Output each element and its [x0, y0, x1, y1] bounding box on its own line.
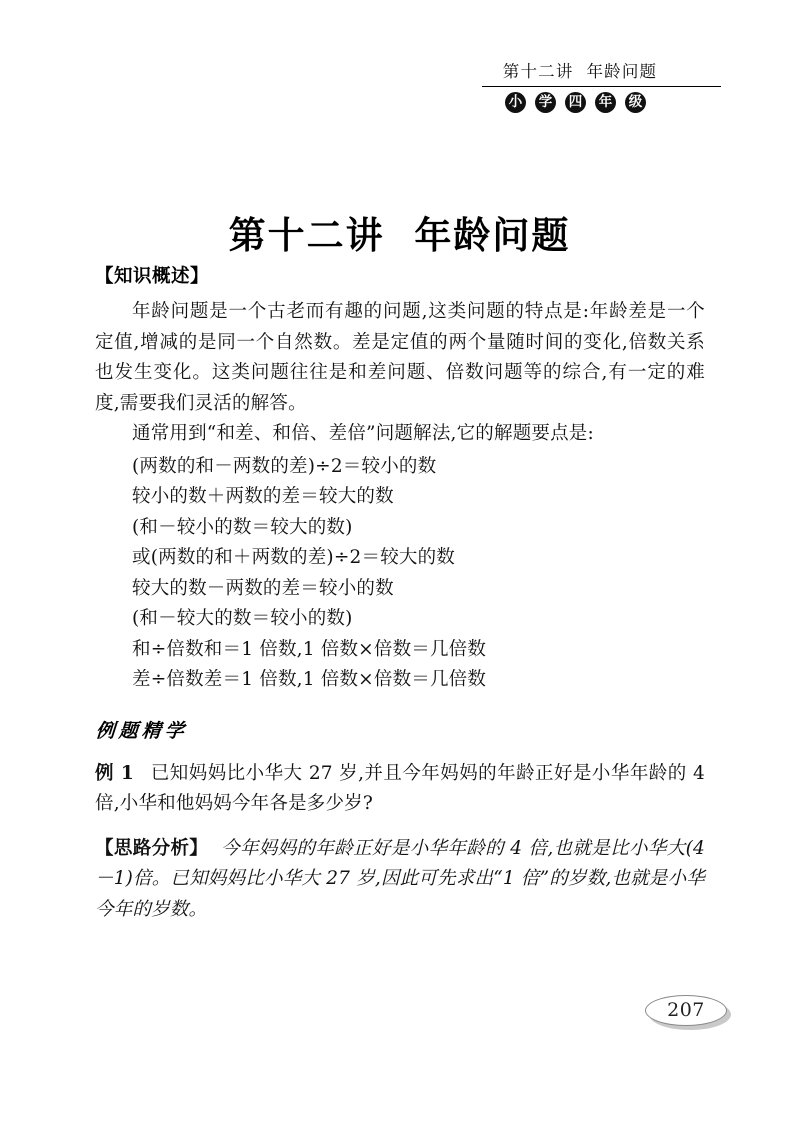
formula-list	[95, 452, 705, 696]
knowledge-section-heading: 【知识概述】	[95, 266, 210, 287]
grade-level-badges	[430, 92, 721, 113]
analysis-paragraph	[95, 834, 705, 926]
grade-badge-1: 小	[505, 92, 526, 113]
example-block	[95, 759, 705, 820]
example-body-text: 已知妈妈比小华大 27 岁,并且今年妈妈的年龄正好是小华年龄的 4 倍,小华和他妈妈今年各是多少岁?	[95, 762, 705, 814]
formula-line: 较小的数＋两数的差＝较大的数	[132, 486, 394, 507]
formula-line: (和－较大的数＝较小的数)	[132, 608, 353, 629]
analysis-body-text: 今年妈妈的年龄正好是小华年龄的 4 倍,也就是比小华大(4－1)倍。已知妈妈比小华大 27 岁,因此可先求出“1 倍”的岁数,也就是小华今年的岁数。	[95, 837, 706, 920]
grade-badge-2: 学	[535, 92, 556, 113]
formula-line: 或(两数的和＋两数的差)÷2＝较大的数	[132, 547, 456, 568]
formula-line: (两数的和－两数的差)÷2＝较小的数	[132, 455, 437, 477]
running-header-title: 第十二讲 年龄问题	[502, 62, 658, 81]
page-content	[95, 262, 705, 925]
header-divider	[482, 86, 721, 87]
page-number-folio	[645, 995, 731, 1030]
formula-line: 较大的数－两数的差＝较小的数	[132, 577, 394, 599]
analysis-block	[95, 834, 705, 926]
formula-line: (和－较小的数＝较大的数)	[132, 516, 353, 538]
grade-badge-3: 四	[565, 92, 586, 113]
analysis-label: 【思路分析】	[95, 837, 209, 859]
grade-badge-5: 级	[625, 92, 646, 113]
grade-badge-4: 年	[595, 92, 616, 113]
knowledge-paragraph-1: 年龄问题是一个古老而有趣的问题,这类问题的特点是:年龄差是一个定值,增减的是同一个自然数。差是定值的两个量随时间的变化,倍数关系也发生变化。这类问题往往是和差问题、倍数问题等的综合,有一定的难度,需要我们灵活的解答。	[95, 301, 705, 414]
example-number-label: 例 1	[95, 762, 134, 784]
page-number: 207	[645, 995, 727, 1026]
formula-line: 和÷倍数和＝1 倍数,1 倍数×倍数＝几倍数	[132, 638, 487, 660]
knowledge-paragraph-2: 通常用到“和差、和倍、差倍”问题解法,它的解题要点是:	[132, 423, 594, 444]
examples-section-heading: 例题精学	[95, 719, 189, 742]
running-header	[430, 62, 730, 113]
page-title: 第十二讲 年龄问题	[228, 212, 571, 257]
formula-line: 差÷倍数差＝1 倍数,1 倍数×倍数＝几倍数	[132, 669, 487, 690]
example-paragraph	[95, 759, 705, 820]
